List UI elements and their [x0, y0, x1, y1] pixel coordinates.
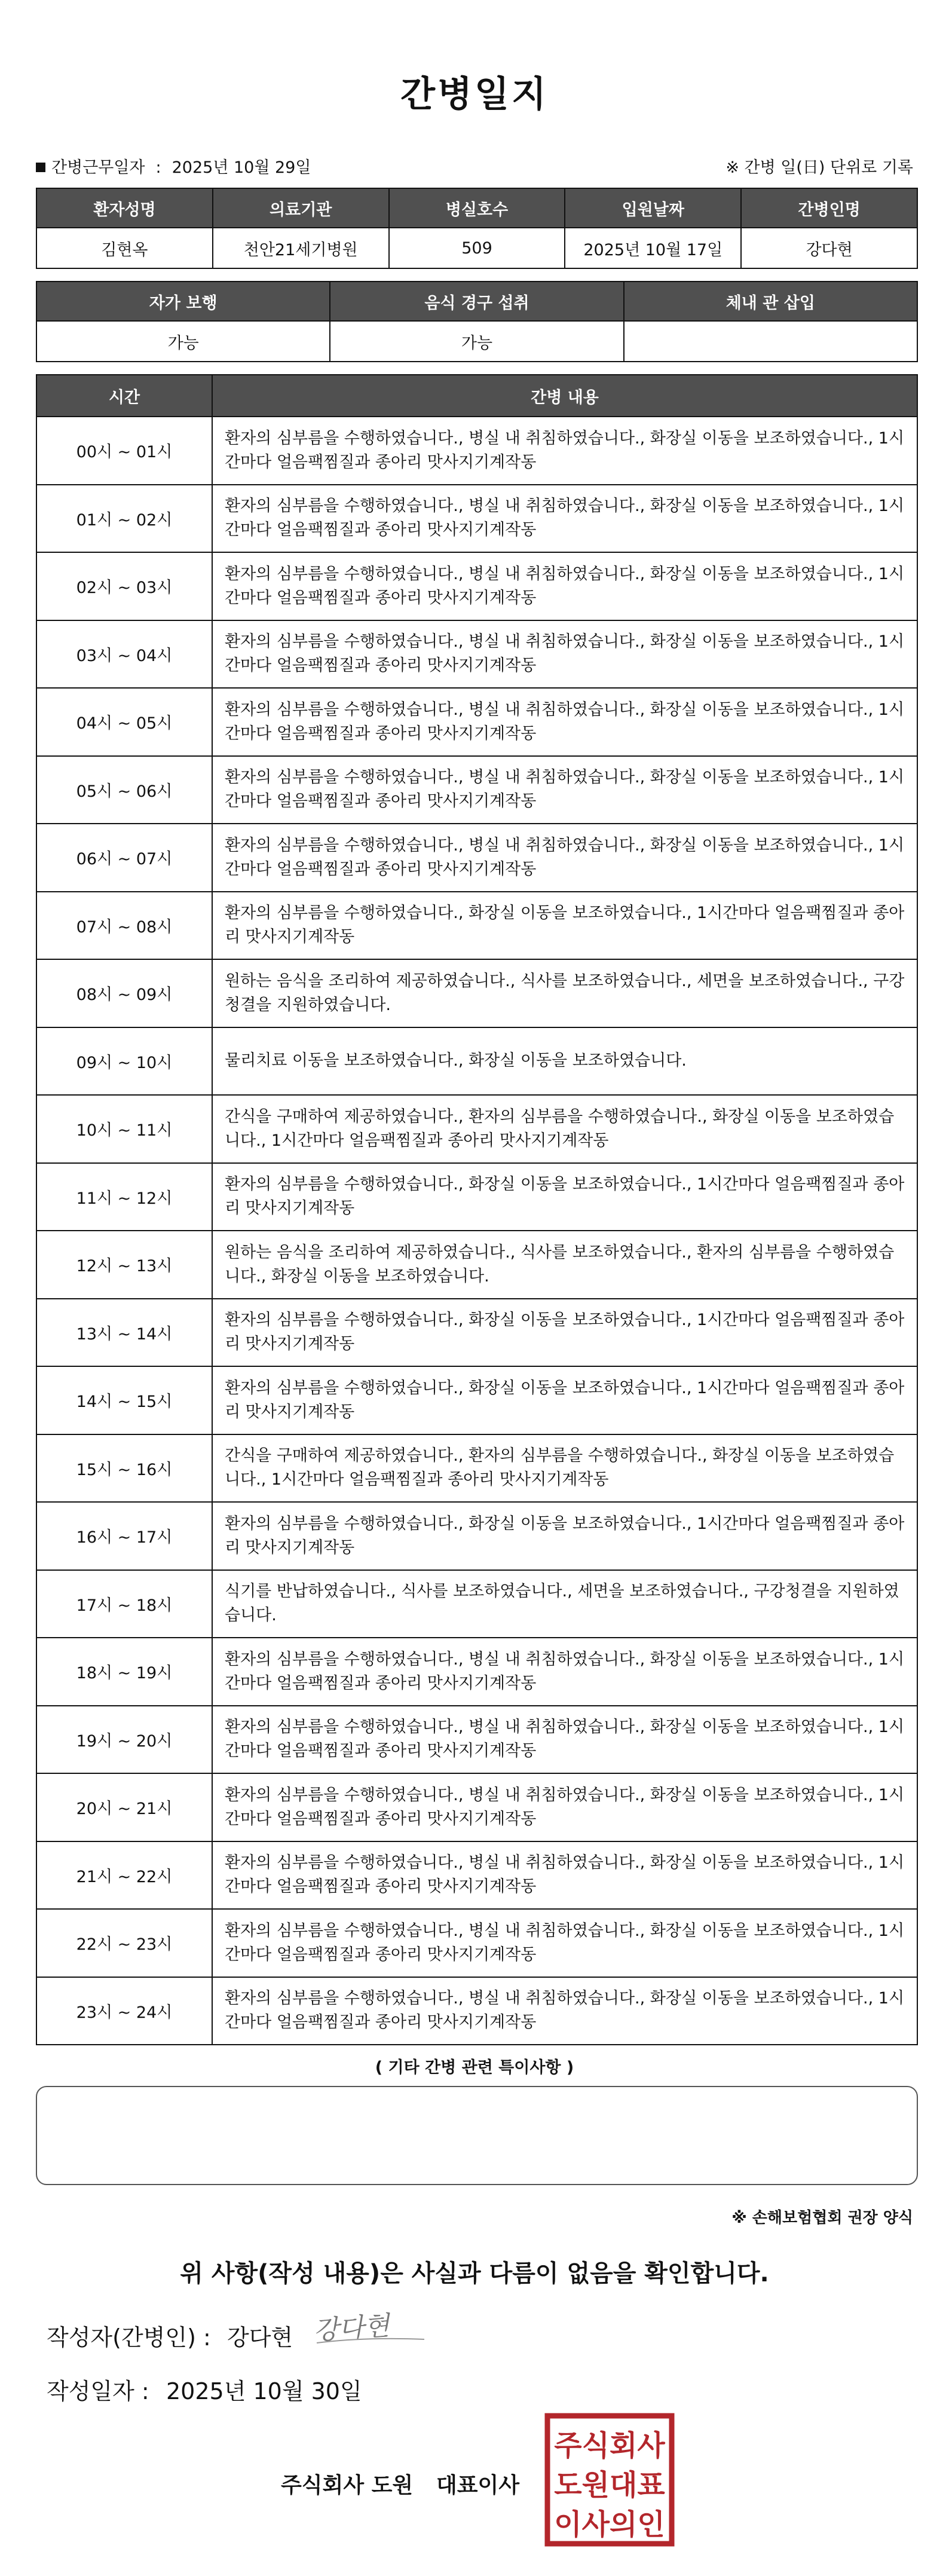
time-cell: 03시 ~ 04시	[36, 620, 212, 689]
content-cell: 간식을 구매하여 제공하였습니다., 환자의 심부름을 수행하였습니다., 화장실 이동을 보조하였습니다., 1시간마다 얼음팩찜질과 종아리 맛사지기계작동	[212, 1095, 917, 1163]
written-date-label: 작성일자 :	[47, 2378, 149, 2404]
care-log-table	[36, 374, 918, 2045]
content-cell: 환자의 심부름을 수행하였습니다., 화장실 이동을 보조하였습니다., 1시간마다 얼음팩찜질과 종아리 맛사지기계작동	[212, 892, 917, 960]
hospital-name: 천안21세기병원	[213, 228, 389, 268]
table-row	[36, 1773, 917, 1841]
patient-status-table	[36, 281, 918, 362]
company-seal-stamp	[544, 2412, 675, 2547]
time-cell: 10시 ~ 11시	[36, 1095, 212, 1163]
unit-note: ※ 간병 일(日) 단위로 기록	[725, 158, 913, 177]
content-cell: 환자의 심부름을 수행하였습니다., 병실 내 취침하였습니다., 화장실 이동을 보조하였습니다., 1시간마다 얼음팩찜질과 종아리 맛사지기계작동	[212, 756, 917, 824]
time-cell: 08시 ~ 09시	[36, 959, 212, 1027]
time-cell: 11시 ~ 12시	[36, 1163, 212, 1231]
header-self-walking: 자가 보행	[36, 282, 330, 321]
caregiver-name: 강다현	[741, 228, 917, 268]
seal-line-2: 도원대표	[554, 2468, 665, 2502]
time-cell: 12시 ~ 13시	[36, 1231, 212, 1299]
time-cell: 22시 ~ 23시	[36, 1909, 212, 1977]
time-cell: 21시 ~ 22시	[36, 1841, 212, 1910]
ceo-title: 대표이사	[436, 2473, 520, 2498]
table-row	[36, 1638, 917, 1706]
content-cell: 원하는 음식을 조리하여 제공하였습니다., 식사를 보조하였습니다., 세면을 보조하였습니다., 구강청결을 지원하였습니다.	[212, 959, 917, 1027]
table-row	[36, 1841, 917, 1910]
content-cell: 환자의 심부름을 수행하였습니다., 병실 내 취침하였습니다., 화장실 이동을 보조하였습니다., 1시간마다 얼음팩찜질과 종아리 맛사지기계작동	[212, 688, 917, 756]
table-row	[36, 892, 917, 960]
signature-text: 강다현	[312, 2310, 391, 2346]
content-cell: 환자의 심부름을 수행하였습니다., 병실 내 취침하였습니다., 화장실 이동을 보조하였습니다., 1시간마다 얼음팩찜질과 종아리 맛사지기계작동	[212, 1977, 917, 2045]
time-cell: 15시 ~ 16시	[36, 1434, 212, 1503]
content-cell: 환자의 심부름을 수행하였습니다., 병실 내 취침하였습니다., 화장실 이동을 보조하였습니다., 1시간마다 얼음팩찜질과 종아리 맛사지기계작동	[212, 485, 917, 553]
table-row	[36, 417, 917, 485]
special-notes-box	[36, 2086, 918, 2185]
content-cell: 환자의 심부름을 수행하였습니다., 병실 내 취침하였습니다., 화장실 이동을 보조하였습니다., 1시간마다 얼음팩찜질과 종아리 맛사지기계작동	[212, 1773, 917, 1841]
table-row	[36, 485, 917, 553]
square-bullet-icon	[36, 163, 45, 172]
seal-line-3: 이사의인	[554, 2508, 665, 2541]
time-cell: 05시 ~ 06시	[36, 756, 212, 824]
header-caregiver-name: 간병인명	[741, 188, 917, 228]
patient-info-value-row	[36, 228, 917, 268]
header-time: 시간	[36, 375, 212, 417]
table-row	[36, 688, 917, 756]
content-cell: 환자의 심부름을 수행하였습니다., 병실 내 취침하였습니다., 화장실 이동을 보조하였습니다., 1시간마다 얼음팩찜질과 종아리 맛사지기계작동	[212, 552, 917, 620]
oral-intake-value: 가능	[330, 321, 623, 362]
table-row	[36, 1027, 917, 1096]
patient-name: 김현옥	[36, 228, 213, 268]
writer-name: 강다현	[227, 2324, 293, 2351]
room-number: 509	[389, 228, 565, 268]
content-cell: 환자의 심부름을 수행하였습니다., 화장실 이동을 보조하였습니다., 1시간마다 얼음팩찜질과 종아리 맛사지기계작동	[212, 1163, 917, 1231]
header-room-number: 병실호수	[389, 188, 565, 228]
content-cell: 식기를 반납하였습니다., 식사를 보조하였습니다., 세면을 보조하였습니다., 구강청결을 지원하였습니다.	[212, 1570, 917, 1638]
table-row	[36, 1570, 917, 1638]
patient-status-value-row	[36, 321, 917, 362]
patient-info-header-row	[36, 188, 917, 228]
content-cell: 간식을 구매하여 제공하였습니다., 환자의 심부름을 수행하였습니다., 화장실 이동을 보조하였습니다., 1시간마다 얼음팩찜질과 종아리 맛사지기계작동	[212, 1434, 917, 1503]
handwritten-signature	[311, 2301, 430, 2349]
table-row	[36, 1366, 917, 1434]
table-row	[36, 756, 917, 824]
time-cell: 19시 ~ 20시	[36, 1706, 212, 1774]
care-log-header-row	[36, 375, 917, 417]
table-row	[36, 824, 917, 892]
written-date-value: 2025년 10월 30일	[166, 2378, 362, 2404]
time-cell: 13시 ~ 14시	[36, 1299, 212, 1367]
work-date-colon: :	[155, 158, 161, 177]
content-cell: 환자의 심부름을 수행하였습니다., 화장실 이동을 보조하였습니다., 1시간마다 얼음팩찜질과 종아리 맛사지기계작동	[212, 1366, 917, 1434]
recommended-form-note: ※ 손해보험협회 권장 양식	[731, 2209, 913, 2227]
seal-line-1: 주식회사	[554, 2429, 665, 2462]
content-cell: 원하는 음식을 조리하여 제공하였습니다., 식사를 보조하였습니다., 환자의 심부름을 수행하였습니다., 화장실 이동을 보조하였습니다.	[212, 1231, 917, 1299]
content-cell: 환자의 심부름을 수행하였습니다., 화장실 이동을 보조하였습니다., 1시간마다 얼음팩찜질과 종아리 맛사지기계작동	[212, 1502, 917, 1570]
self-walking-value: 가능	[36, 321, 330, 362]
content-cell: 환자의 심부름을 수행하였습니다., 화장실 이동을 보조하였습니다., 1시간마다 얼음팩찜질과 종아리 맛사지기계작동	[212, 1299, 917, 1367]
time-cell: 23시 ~ 24시	[36, 1977, 212, 2045]
work-date-label: 간병근무일자	[51, 158, 145, 177]
time-cell: 09시 ~ 10시	[36, 1027, 212, 1096]
time-cell: 04시 ~ 05시	[36, 688, 212, 756]
time-cell: 07시 ~ 08시	[36, 892, 212, 960]
header-admission-date: 입원날짜	[565, 188, 741, 228]
special-notes-title: ( 기타 간병 관련 특이사항 )	[375, 2058, 574, 2077]
content-cell: 환자의 심부름을 수행하였습니다., 병실 내 취침하였습니다., 화장실 이동을 보조하였습니다., 1시간마다 얼음팩찜질과 종아리 맛사지기계작동	[212, 417, 917, 485]
content-cell: 환자의 심부름을 수행하였습니다., 병실 내 취침하였습니다., 화장실 이동을 보조하였습니다., 1시간마다 얼음팩찜질과 종아리 맛사지기계작동	[212, 1841, 917, 1910]
work-date-line	[36, 154, 311, 178]
table-row	[36, 1095, 917, 1163]
header-care-content: 간병 내용	[212, 375, 917, 417]
confirmation-statement: 위 사항(작성 내용)은 사실과 다름이 없음을 확인합니다.	[180, 2260, 769, 2287]
patient-status-header-row	[36, 282, 917, 321]
content-cell: 환자의 심부름을 수행하였습니다., 병실 내 취침하였습니다., 화장실 이동을 보조하였습니다., 1시간마다 얼음팩찜질과 종아리 맛사지기계작동	[212, 620, 917, 689]
header-hospital: 의료기관	[213, 188, 389, 228]
table-row	[36, 1909, 917, 1977]
time-cell: 14시 ~ 15시	[36, 1366, 212, 1434]
content-cell: 환자의 심부름을 수행하였습니다., 병실 내 취침하였습니다., 화장실 이동을 보조하였습니다., 1시간마다 얼음팩찜질과 종아리 맛사지기계작동	[212, 1909, 917, 1977]
table-row	[36, 1299, 917, 1367]
content-cell: 환자의 심부름을 수행하였습니다., 병실 내 취침하였습니다., 화장실 이동을 보조하였습니다., 1시간마다 얼음팩찜질과 종아리 맛사지기계작동	[212, 1706, 917, 1774]
table-row	[36, 1434, 917, 1503]
time-cell: 20시 ~ 21시	[36, 1773, 212, 1841]
time-cell: 06시 ~ 07시	[36, 824, 212, 892]
time-cell: 18시 ~ 19시	[36, 1638, 212, 1706]
table-row	[36, 1706, 917, 1774]
header-tube-insertion: 체내 관 삽입	[624, 282, 917, 321]
table-row	[36, 1163, 917, 1231]
time-cell: 01시 ~ 02시	[36, 485, 212, 553]
tube-insertion-value	[624, 321, 917, 362]
content-cell: 물리치료 이동을 보조하였습니다., 화장실 이동을 보조하였습니다.	[212, 1027, 917, 1096]
patient-info-table	[36, 188, 918, 269]
content-cell: 환자의 심부름을 수행하였습니다., 병실 내 취침하였습니다., 화장실 이동을 보조하였습니다., 1시간마다 얼음팩찜질과 종아리 맛사지기계작동	[212, 824, 917, 892]
work-date-value: 2025년 10월 29일	[172, 158, 311, 177]
time-cell: 17시 ~ 18시	[36, 1570, 212, 1638]
time-cell: 16시 ~ 17시	[36, 1502, 212, 1570]
header-oral-intake: 음식 경구 섭취	[330, 282, 623, 321]
company-name: 주식회사 도원	[281, 2473, 414, 2498]
content-cell: 환자의 심부름을 수행하였습니다., 병실 내 취침하였습니다., 화장실 이동을 보조하였습니다., 1시간마다 얼음팩찜질과 종아리 맛사지기계작동	[212, 1638, 917, 1706]
admission-date: 2025년 10월 17일	[565, 228, 741, 268]
writer-label: 작성자(간병인) :	[47, 2324, 211, 2351]
table-row	[36, 1502, 917, 1570]
time-cell: 00시 ~ 01시	[36, 417, 212, 485]
table-row	[36, 1977, 917, 2045]
page-title: 간병일지	[400, 74, 549, 115]
table-row	[36, 552, 917, 620]
table-row	[36, 620, 917, 689]
table-row	[36, 959, 917, 1027]
header-patient-name: 환자성명	[36, 188, 213, 228]
time-cell: 02시 ~ 03시	[36, 552, 212, 620]
table-row	[36, 1231, 917, 1299]
